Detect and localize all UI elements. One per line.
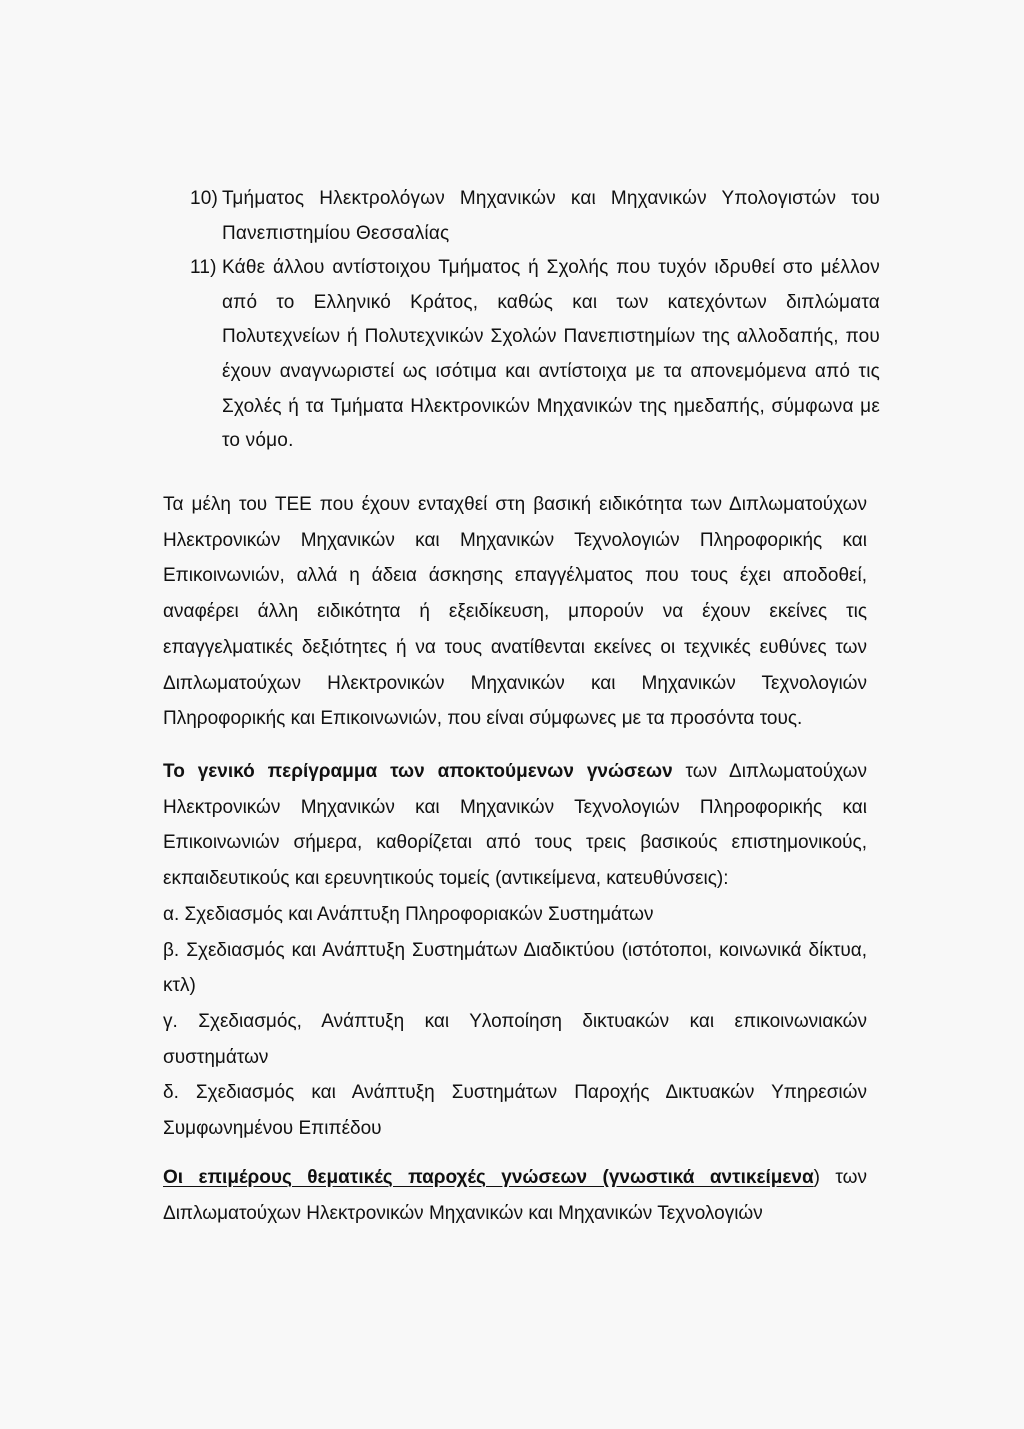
paragraph-text: ) των Διπλωματούχων Ηλεκτρονικών Μηχανικών και Μηχανικών Τεχνολογιών bbox=[163, 1167, 867, 1224]
numbered-list bbox=[190, 182, 880, 459]
sub-item-b: β. Σχεδιασμός και Ανάπτυξη Συστημάτων Διαδικτύου (ιστότοποι, κοινωνικά δίκτυα, κτλ) bbox=[163, 939, 867, 997]
paragraph-tee-members bbox=[163, 487, 867, 737]
paragraph-knowledge-outline bbox=[163, 754, 867, 1147]
paragraph-text: των Διπλωματούχων Ηλεκτρονικών Μηχανικών και Μηχανικών Τεχνολογιών Πληροφορικής και Επικοινωνιών σήμερα, καθορίζεται από τους τρεις βασικούς επιστημονικούς, εκπαιδευτικούς και ερευνητικούς τομείς (αντικείμενα, κατευθύνσεις): bbox=[163, 761, 867, 890]
list-item-number: 11) bbox=[190, 257, 217, 279]
sub-item-a: α. Σχεδιασμός και Ανάπτυξη Πληροφοριακών Συστημάτων bbox=[163, 903, 654, 925]
sub-item-d: δ. Σχεδιασμός και Ανάπτυξη Συστημάτων Παροχής Δικτυακών Υπηρεσιών Συμφωνημένου Επιπέδου bbox=[163, 1082, 867, 1140]
sub-item-c: γ. Σχεδιασμός, Ανάπτυξη και Υλοποίηση δικτυακών και επικοινωνιακών συστημάτων bbox=[163, 1010, 867, 1068]
list-item bbox=[190, 182, 880, 251]
paragraph-text: Τα μέλη του ΤΕΕ που έχουν ενταχθεί στη βασική ειδικότητα των Διπλωματούχων Ηλεκτρονικών Μηχανικών και Μηχανικών Τεχνολογιών Πληροφορικής και Επικοινωνιών, αλλά η άδεια άσκησης επαγγέλματος που τους έχει αποδοθεί, αναφέρει άλλη ειδικότητα ή εξειδίκευση, μπορούν να έχουν εκείνες τις επαγγελματικές δεξιότητες ή να τους ανατίθενται εκείνες οι τεχνικές ευθύνες των Διπλωματούχων Ηλεκτρονικών Μηχανικών και Μηχανικών Τεχνολογιών Πληροφορικής και Επικοινωνιών, που είναι σύμφωνες με τα προσόντα τους. bbox=[163, 494, 867, 730]
paragraph-thematic-knowledge bbox=[163, 1160, 867, 1231]
paragraph-bold-underlined-lead: Οι επιμέρους θεματικές παροχές γνώσεων (γνωστικά αντικείμενα bbox=[163, 1167, 814, 1188]
list-item-number: 10) bbox=[190, 188, 219, 209]
list-item bbox=[190, 251, 880, 459]
paragraph-bold-lead: Το γενικό περίγραμμα των αποκτούμενων γνώσεων bbox=[163, 761, 673, 782]
list-item-text: Τμήματος Ηλεκτρολόγων Μηχανικών και Μηχανικών Υπολογιστών του Πανεπιστημίου Θεσσαλίας bbox=[222, 188, 880, 244]
list-item-text: Κάθε άλλου αντίστοιχου Τμήματος ή Σχολής που τυχόν ιδρυθεί στο μέλλον από το Ελληνικό Κράτος, καθώς και των κατεχόντων διπλώματα Πολυτεχνείων ή Πολυτεχνικών Σχολών Πανεπιστημίων της αλλοδαπής, που έχουν αναγνωριστεί ως ισότιμα και αντίστοιχα με τα απονεμόμενα από τις Σχολές ή τα Τμήματα Ηλεκτρονικών Μηχανικών της ημεδαπής, σύμφωνα με το νόμο. bbox=[222, 257, 880, 452]
